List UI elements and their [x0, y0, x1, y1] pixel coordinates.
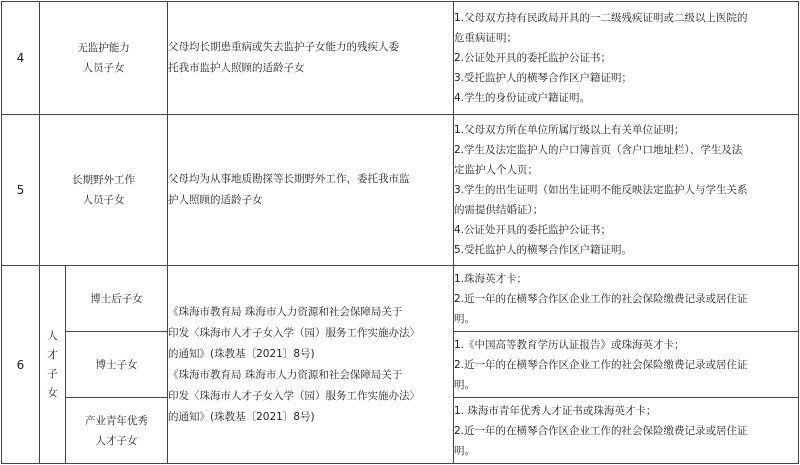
category-line: 长期野外工作	[72, 174, 135, 186]
condition-line: 印发〈珠海市人才子女入学（园）服务工作实施办法〉	[168, 326, 420, 339]
subcategory-label: 产业青年优秀	[85, 414, 148, 427]
row-number: 5	[2, 115, 40, 266]
document-line: 1. 珠海市青年优秀人才证书或珠海英才卡；	[454, 404, 657, 417]
condition-line: 的通知》(珠教基〔2021〕8号)	[168, 347, 315, 360]
document-line: 明。	[454, 312, 475, 325]
document-line: 2.近一年的在横琴合作区企业工作的社会保险缴费记录或居住证	[454, 292, 748, 305]
documents-cell	[454, 398, 799, 464]
document-line: 定监护人个人页；	[454, 164, 538, 176]
group-label	[40, 266, 66, 464]
condition-line: 父母均为从事地质勘探等长期野外工作，委托我市监	[168, 173, 410, 185]
category-cell	[40, 2, 168, 115]
document-line: 2.公证处开具的委托监护公证书；	[454, 52, 612, 64]
category-line: 人员子女	[82, 62, 125, 74]
condition-line: 印发〈珠海市人才子女入学（园）服务工作实施办法〉	[168, 389, 420, 402]
document-line: 明。	[454, 378, 475, 391]
condition-line: 托我市监护人照顾的适龄子女	[168, 62, 305, 74]
subcategory-cell	[66, 266, 168, 332]
subcategory-label: 博士子女	[95, 358, 138, 371]
subcategory-cell	[66, 398, 168, 464]
subcategory-label: 博士后子女	[90, 292, 143, 305]
category-cell	[40, 115, 168, 266]
document-line: 2.近一年的在横琴合作区企业工作的社会保险缴费记录或居住证	[454, 358, 748, 371]
document-line: 3.受托监护人的横琴合作区户籍证明；	[454, 72, 633, 84]
subcategory-label: 人才子女	[95, 434, 138, 447]
category-line: 人员子女	[82, 194, 125, 206]
documents-cell	[454, 332, 799, 398]
document-line: 危重病证明；	[454, 32, 517, 44]
document-line: 明。	[454, 444, 475, 457]
condition-line: 《珠海市教育局 珠海市人力资源和社会保障局关于	[168, 368, 403, 381]
documents-cell	[454, 2, 799, 115]
document-line: 1.父母双方持有民政局开具的一二级残疾证明或二级以上医院的	[454, 12, 748, 24]
row-number: 4	[2, 2, 40, 115]
condition-line: 的通知》(珠教基〔2021〕8号)	[168, 410, 315, 423]
condition-line: 父母均长期患重病或失去监护子女能力的残疾人委	[168, 41, 399, 53]
admission-requirements-table	[1, 1, 799, 464]
category-line: 无监护能力	[77, 42, 130, 54]
condition-cell	[168, 266, 454, 464]
group-label-text: 人才子女	[47, 329, 58, 399]
documents-cell	[454, 115, 799, 266]
document-line: 1.父母双方所在单位所属厅级以上有关单位证明；	[454, 124, 685, 136]
condition-line: 《珠海市教育局 珠海市人力资源和社会保障局关于	[168, 305, 403, 318]
document-line: 1.珠海英才卡；	[454, 272, 528, 285]
subcategory-cell	[66, 332, 168, 398]
document-line: 2.学生及法定监护人的户口簿首页（含户口地址栏）、学生及法	[454, 144, 743, 156]
document-line: 2.近一年的在横琴合作区企业工作的社会保险缴费记录或居住证	[454, 424, 748, 437]
document-line: 4.公证处开具的委托监护公证书；	[454, 224, 612, 236]
table-row	[2, 115, 799, 266]
condition-cell	[168, 2, 454, 115]
row-number: 6	[2, 266, 40, 464]
table-row	[2, 266, 799, 332]
document-line: 的需提供结婚证）；	[454, 204, 544, 216]
documents-cell	[454, 266, 799, 332]
document-line: 4.学生的身份证或户籍证明。	[454, 92, 591, 104]
document-line: 1.《中国高等教育学历认证报告》或珠海英才卡；	[454, 338, 685, 351]
table-row	[2, 2, 799, 115]
document-line: 3.学生的出生证明（如出生证明不能反映法定监护人与学生关系	[454, 184, 748, 196]
condition-line: 护人照顾的适龄子女	[168, 194, 263, 206]
document-line: 5.受托监护人的横琴合作区户籍证明。	[454, 244, 633, 256]
condition-cell	[168, 115, 454, 266]
